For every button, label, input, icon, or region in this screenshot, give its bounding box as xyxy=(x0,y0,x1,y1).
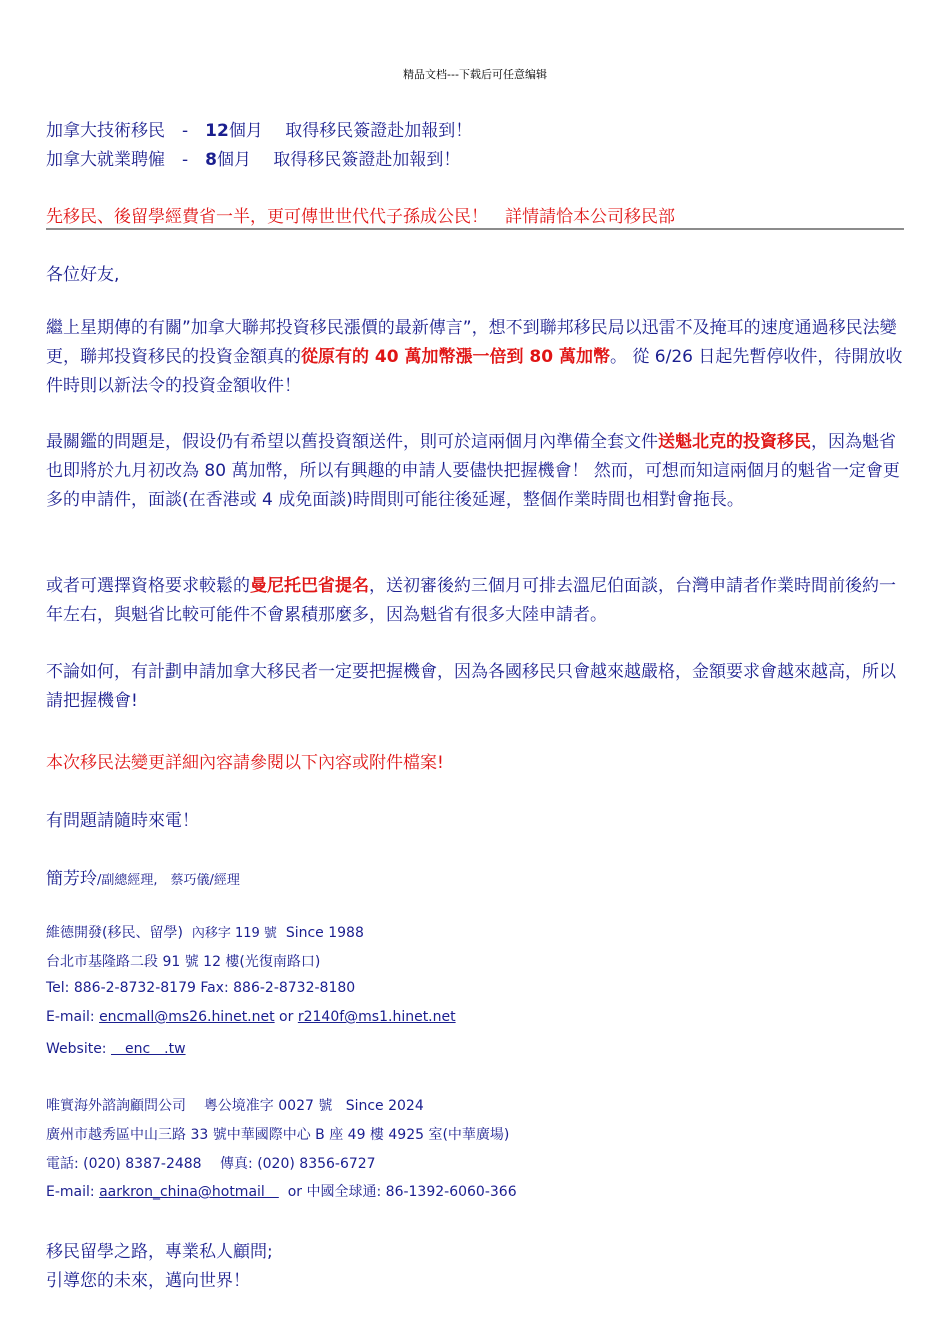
signature-line xyxy=(46,864,240,889)
company-2-email-label: E-mail: xyxy=(46,1184,100,1200)
company-2-name-line xyxy=(46,1095,424,1115)
paragraph-1 xyxy=(46,314,908,401)
promo-line-2 xyxy=(46,145,460,170)
company-1-since: Since 1988 xyxy=(285,925,364,941)
signature-name-2: 蔡巧儀 xyxy=(170,873,210,888)
signature-title-2: /經理 xyxy=(209,873,240,888)
promo-1-number: 12 xyxy=(205,121,229,141)
company-2-address: 廣州市越秀區中山三路 33 號中華國際中心 B 座 49 樓 4925 室(中華廣場) xyxy=(46,1127,510,1143)
paragraph-1-highlight: 從原有的 40 萬加幣漲一倍到 80 萬加幣 xyxy=(301,347,610,367)
signature-name-1: 簡芳玲 xyxy=(46,869,97,889)
paragraph-2-text-a: 最關鑑的問題是，假设仍有希望以舊投資額送件，則可於這兩個月內準備全套文件 xyxy=(46,432,658,452)
company-1-email-line xyxy=(46,1009,456,1025)
paragraph-2 xyxy=(46,428,908,515)
slogan-line-1: 移民留學之路，專業私人顧問; xyxy=(46,1242,273,1262)
divider-line xyxy=(46,228,904,230)
paragraph-1-text-a: 繼上星期傳的有關”加拿大聯邦投資移民漲價的最新傳言”，想不到聯邦移民局以迅雷不及掩耳的速度通過移民法變更，聯邦投資移民的投資金額真的 xyxy=(46,318,897,367)
company-2-extra: or 中國全球通: 86-1392-6060-366 xyxy=(287,1184,517,1200)
company-1-tel: Tel: 886-2-8732-8179 Fax: 886-2-8732-8180 xyxy=(46,980,356,996)
signature-title-1: /副總經理, xyxy=(97,873,171,888)
greeting: 各位好友, xyxy=(46,265,120,285)
company-1-email-label: E-mail: xyxy=(46,1009,100,1025)
paragraph-2-text-c: ，因為魁省也即將於九月初改為 80 萬加幣，所以有興趣的申請人要儘快把握機會！ 然而，可想而知這兩個月的魁省一定會更多的申請件，面談(在香港或 4 成免面談)時間則可能往後延遲，整個作業時間也相對會拖長。 xyxy=(46,432,900,510)
promo-2-number: 8 xyxy=(205,150,217,170)
company-1-name-line xyxy=(46,922,364,942)
paragraph-3-text-a: 或者可選擇資格要求較鬆的 xyxy=(46,576,250,596)
slogan-line-2: 引導您的未來，邁向世界！ xyxy=(46,1271,250,1291)
paragraph-4: 不論如何，有計劃申請加拿大移民者一定要把握機會，因為各國移民只會越來越嚴格，金額要求會越來越高，所以請把握機會! xyxy=(46,662,896,711)
paragraph-3 xyxy=(46,572,908,630)
paragraph-3-highlight: 曼尼托巴省提名 xyxy=(250,576,369,596)
promo-line-3: 先移民、後留學經費省一半，更可傳世世代代子孫成公民！ 詳情請恰本公司移民部 xyxy=(46,207,675,227)
promo-line-1 xyxy=(46,116,472,141)
paragraph-2-highlight: 送魁北克的投資移民 xyxy=(658,432,811,452)
company-1-address: 台北市基隆路二段 91 號 12 樓(光復南路口) xyxy=(46,954,321,970)
promo-2-suffix: 個月 取得移民簽證赴加報到！ xyxy=(216,150,461,170)
promo-1-suffix: 個月 取得移民簽證赴加報到！ xyxy=(228,121,473,141)
company-1-license: 內移字 119 號 xyxy=(191,926,277,941)
company-1-website-link[interactable]: enc .tw xyxy=(110,1041,186,1057)
header-note: 精品文档---下载后可任意编辑 xyxy=(403,68,547,81)
paragraph-6: 有問題請隨時來電！ xyxy=(46,811,199,831)
company-2-name: 唯實海外諮詢顧問公司 xyxy=(46,1098,186,1114)
company-1-email-link-1[interactable]: encmall@ms26.hinet.net xyxy=(99,1009,275,1025)
paragraph-5: 本次移民法變更詳細內容請參閱以下內容或附件檔案! xyxy=(46,753,444,773)
company-2-since: Since 2024 xyxy=(345,1098,424,1114)
paragraph-1-text-c: 。 從 6/26 日起先暫停收件，待開放收件時則以新法令的投資金額收件！ xyxy=(46,347,903,396)
promo-1-prefix: 加拿大技術移民 - xyxy=(46,121,206,141)
company-1-website-label: Website: xyxy=(46,1041,111,1057)
promo-2-prefix: 加拿大就業聘僱 - xyxy=(46,150,206,170)
company-1-name: 維德開發(移民、留學) xyxy=(46,925,183,941)
company-2-email-link[interactable]: aarkron_china@hotmail xyxy=(99,1184,279,1200)
company-1-email-or: or xyxy=(274,1009,298,1025)
company-1-email-link-2[interactable]: r2140f@ms1.hinet.net xyxy=(297,1009,456,1025)
company-2-phone: 電話: (020) 8387-2488 傳真: (020) 8356-6727 xyxy=(46,1156,376,1172)
company-2-license: 粵公境准字 0027 號 xyxy=(203,1098,333,1114)
company-1-website-line xyxy=(46,1038,186,1058)
company-2-email-line xyxy=(46,1181,517,1201)
paragraph-3-text-c: ，送初審後約三個月可排去溫尼伯面談，台灣申請者作業時間前後約一年左右，與魁省比較可能件不會累積那麼多，因為魁省有很多大陸申請者。 xyxy=(46,576,896,625)
